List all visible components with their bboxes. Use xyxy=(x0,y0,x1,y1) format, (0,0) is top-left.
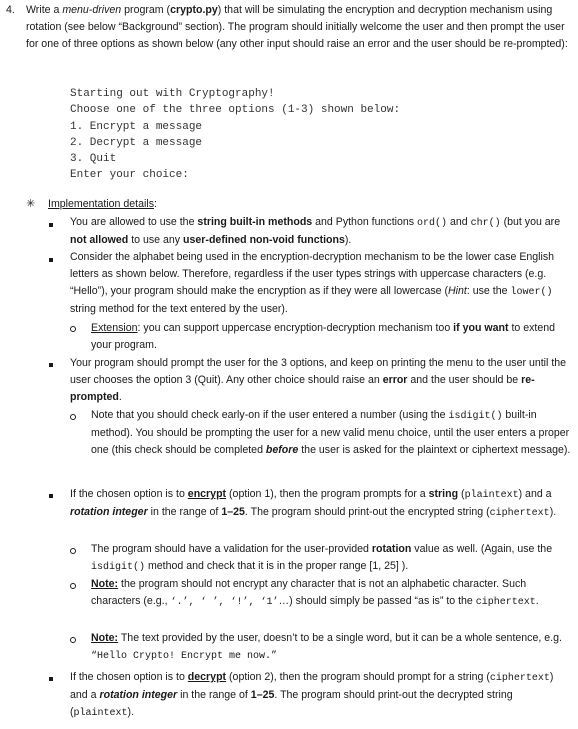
note-label: Note: xyxy=(91,578,119,590)
text: : use the xyxy=(466,285,511,297)
text-bold-italic: rotation integer xyxy=(99,689,178,701)
text-bold: string xyxy=(428,488,459,500)
sub-bullet-isdigit xyxy=(91,407,573,459)
question-intro xyxy=(26,2,571,53)
text: . xyxy=(535,595,539,607)
text: value as well. (Again, use the xyxy=(411,543,553,555)
code-lower: lower() xyxy=(510,287,553,298)
menu-driven-term: menu-driven xyxy=(62,4,122,16)
star-icon: ✳ xyxy=(26,198,36,210)
bullet-encrypt xyxy=(70,486,573,522)
circle-bullet-icon xyxy=(70,583,76,589)
sub-bullet-validation xyxy=(91,541,573,576)
console-line: 2. Decrypt a message xyxy=(70,136,203,149)
text: ) and a xyxy=(518,488,552,500)
circle-bullet-icon xyxy=(70,637,76,643)
text: ). xyxy=(549,506,557,518)
text: If the chosen option is to xyxy=(70,488,188,500)
text: . The program should print-out the encrypted string ( xyxy=(244,506,490,518)
code-chr: chr() xyxy=(470,218,501,229)
console-sample xyxy=(70,86,400,184)
text: method and check that it is in the proper range [1, 25] ). xyxy=(145,560,409,572)
console-line: 1. Encrypt a message xyxy=(70,120,203,133)
text: …) should simply be passed “as is” to the xyxy=(278,595,476,607)
console-line: 3. Quit xyxy=(70,153,117,166)
text: the program should not encrypt any character that is not an alphabetic character. Such characters (e.g., xyxy=(91,578,527,607)
text-bold: re-prompted xyxy=(70,374,535,403)
text: and the user should be xyxy=(407,374,522,386)
range-text: 1–25 xyxy=(250,689,275,701)
text: built-in method). You should be prompting the user for a new valid menu choice, until the user enters a proper one (this check should be completed xyxy=(91,409,570,456)
text: Your program should prompt the user for the 3 options, and keep on printing the menu to the user until the user chooses the option 3 (Quit). Any other choice should raise an xyxy=(70,357,567,386)
text-bold: user-defined non-void functions xyxy=(183,234,345,246)
text: to use any xyxy=(128,234,184,246)
text: The program should have a validation for the user-provided xyxy=(91,543,372,555)
sub-bullet-nonalpha xyxy=(91,576,573,611)
bullet-string-methods xyxy=(70,214,573,249)
console-line: Choose one of the three options (1-3) shown below: xyxy=(70,104,401,117)
text: If the chosen option is to xyxy=(70,671,188,683)
square-bullet-icon xyxy=(49,223,53,227)
text: ). xyxy=(344,234,352,246)
text: ( xyxy=(458,488,465,500)
square-bullet-icon xyxy=(49,494,53,498)
text-bold: if you want xyxy=(453,322,509,334)
filename: crypto.py xyxy=(170,4,218,16)
text: : you can support uppercase encryption-decryption mechanism too xyxy=(137,322,454,334)
text: . The program should print-out the decrypted string ( xyxy=(70,689,513,718)
code-ord: ord() xyxy=(417,218,448,229)
sub-bullet-extension xyxy=(91,320,573,354)
text: Consider the alphabet being used in the encryption-decryption mechanism to be the lower case English letters as shown below. Therefore, regardless if the user types strings with uppercase characters (e.g. “Hello”), your program should make the encryption as if they were all lowercase ( xyxy=(70,251,555,297)
text: (option 1), then the program prompts for a xyxy=(226,488,429,500)
square-bullet-icon xyxy=(49,258,53,262)
text-bold-italic: before xyxy=(265,444,299,456)
bullet-alphabet xyxy=(70,249,573,318)
range-text: 1–25 xyxy=(221,506,245,518)
note-label: Note: xyxy=(91,632,119,644)
text: and xyxy=(447,216,471,228)
circle-bullet-icon xyxy=(70,414,76,420)
text: string method for the text entered by the user). xyxy=(70,303,288,315)
code-plaintext: plaintext xyxy=(464,490,519,501)
text-bold: not allowed xyxy=(70,234,129,246)
circle-bullet-icon xyxy=(70,326,76,332)
text-bold: string built-in methods xyxy=(197,216,313,228)
text: (but you are xyxy=(500,216,561,228)
heading-colon: : xyxy=(154,198,157,210)
text-bold-italic: rotation integer xyxy=(70,506,148,518)
code-ciphertext: ciphertext xyxy=(489,673,550,684)
heading-text: Implementation details xyxy=(48,198,154,210)
text: . xyxy=(118,391,122,403)
bullet-decrypt xyxy=(70,669,573,722)
console-line: Starting out with Cryptography! xyxy=(70,88,275,100)
square-bullet-icon xyxy=(49,363,53,367)
text: The text provided by the user, doesn’t to be a single word, but it can be a whole sentence, e.g. xyxy=(118,632,562,644)
text: You are allowed to use the xyxy=(70,216,198,228)
hint-label: Hint xyxy=(448,285,467,297)
text: and Python functions xyxy=(312,216,418,228)
code-plaintext: plaintext xyxy=(73,708,128,719)
square-bullet-icon xyxy=(49,677,53,681)
text: in the range of xyxy=(177,689,251,701)
decrypt-term: decrypt xyxy=(187,671,227,683)
code-isdigit: isdigit() xyxy=(448,411,503,422)
console-line: Enter your choice: xyxy=(70,169,189,182)
circle-bullet-icon xyxy=(70,548,76,554)
text: the user is asked for the plaintext or ciphertext message). xyxy=(298,444,571,456)
encrypt-term: encrypt xyxy=(187,488,227,500)
code-example: “Hello Crypto! Encrypt me now.” xyxy=(91,651,278,662)
text-bold: rotation xyxy=(371,543,412,555)
implementation-heading xyxy=(48,196,157,213)
extension-label: Extension xyxy=(91,322,138,334)
sub-bullet-sentence xyxy=(91,630,573,665)
text: ). xyxy=(127,706,135,718)
text: in the range of xyxy=(147,506,222,518)
intro-text: ) that will be simulating the encryption and decryption mechanism using rotation (see below “Background” section). The program should initially welcome the user and then prompt the user for one of three options as shown below (any other input should raise an error and the user should be re-prompted): xyxy=(26,4,568,50)
text: (option 2), then the program should prompt for a string ( xyxy=(226,671,490,683)
code-chars: ‘.’, ‘ ’, ‘!’, ‘1’ xyxy=(170,597,279,608)
intro-text: Write a xyxy=(26,4,63,16)
text: to extend your program. xyxy=(91,322,556,351)
bullet-prompt-loop xyxy=(70,355,573,406)
text-bold: error xyxy=(382,374,408,386)
text: ) and a xyxy=(70,671,554,701)
question-number: 4. xyxy=(6,4,15,16)
code-isdigit: isdigit() xyxy=(91,562,146,573)
text: Note that you should check early-on if the user entered a number (using the xyxy=(91,409,449,421)
code-ciphertext: ciphertext xyxy=(489,508,550,519)
code-ciphertext: ciphertext xyxy=(475,597,536,608)
intro-text: program ( xyxy=(121,4,171,16)
